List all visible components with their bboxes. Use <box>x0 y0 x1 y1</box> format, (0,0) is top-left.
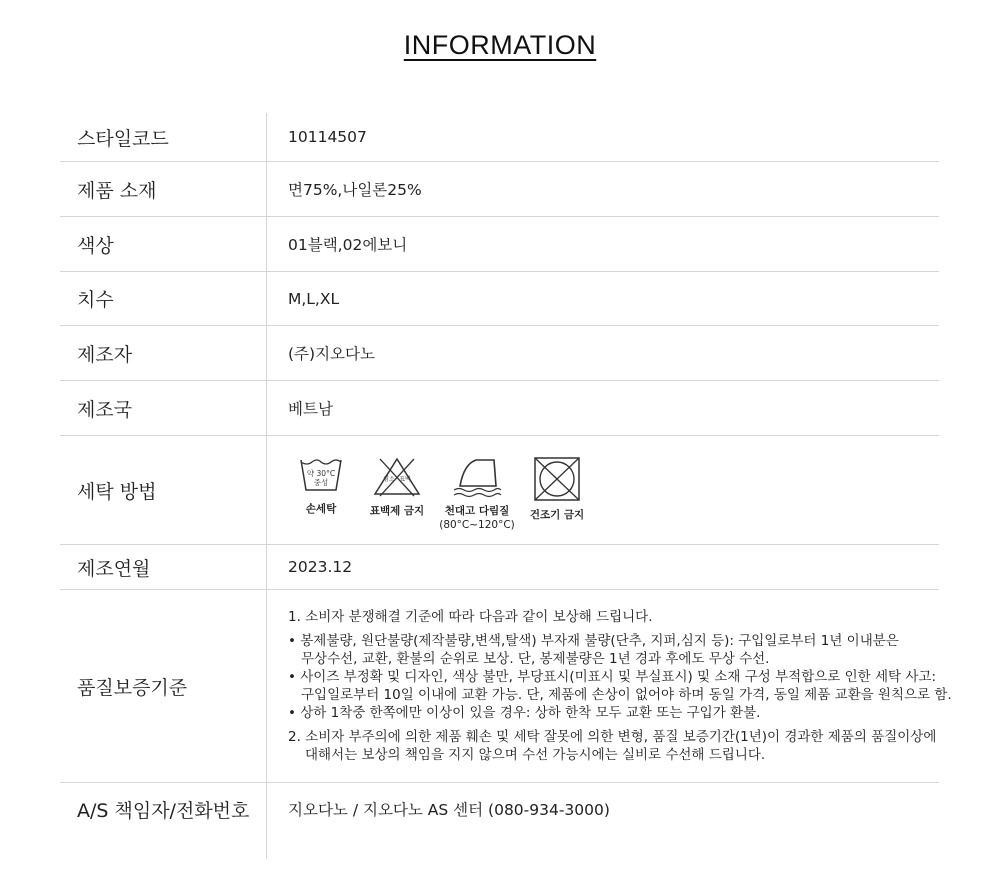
size-value: M,L,XL <box>288 289 340 308</box>
hand-wash-icon <box>298 456 344 496</box>
no-dryer-label: 건조기 금지 <box>529 509 585 521</box>
country-value: 베트남 <box>288 400 333 418</box>
row-size <box>60 272 939 326</box>
info-table <box>60 113 952 859</box>
quality-line-2: • 봉제불량, 원단불량(제작불량,변색,탈색) 부자재 불량(단추, 지퍼,심지 등): 구입일로부터 1년 이내분은 <box>288 633 899 649</box>
quality-line-1: 1. 소비자 분쟁해결 기준에 따라 다음과 같이 보상해 드립니다. <box>288 609 653 625</box>
row-wash <box>60 436 939 545</box>
no-bleach-icon <box>372 456 422 498</box>
date-label: 제조연월 <box>60 545 267 589</box>
no-tumble-dry-icon <box>533 456 581 502</box>
wash-item-iron <box>435 456 519 532</box>
row-maker <box>60 326 939 381</box>
svg-text:표백: 표백 <box>399 476 411 483</box>
country-label: 제조국 <box>60 381 267 435</box>
wash-item-hand-wash <box>283 456 359 516</box>
quality-line-8: 대해서는 보상의 책임을 지지 않으며 수선 가능시에는 실비로 수선해 드립니다. <box>305 747 766 763</box>
wash-item-no-dryer <box>519 456 595 522</box>
quality-line-4: • 사이즈 부정확 및 디자인, 색상 불만, 부당표시(미표시 및 부실표시) 및 소재 구성 부적합으로 인한 세탁 사고: <box>288 669 937 685</box>
hand-wash-label: 손세탁 <box>305 503 337 515</box>
row-material <box>60 162 939 217</box>
svg-text:약 30°C: 약 30°C <box>306 469 336 478</box>
iron-temp-label: (80°C~120°C) <box>439 519 515 531</box>
maker-value: (주)지오다노 <box>288 345 375 363</box>
svg-text:염소: 염소 <box>383 476 395 483</box>
row-style-code <box>60 113 939 162</box>
page-title-wrap <box>0 30 1000 61</box>
quality-text <box>267 590 952 782</box>
maker-label: 제조자 <box>60 326 267 380</box>
page-title: INFORMATION <box>403 30 597 60</box>
no-bleach-label: 표백제 금지 <box>369 505 425 517</box>
color-label: 색상 <box>60 217 267 271</box>
iron-label: 천대고 다림질 <box>444 505 510 517</box>
quality-line-3: 무상수선, 교환, 환불의 순위로 보상. 단, 봉제불량은 1년 경과 후에도 무상 수선. <box>301 651 770 667</box>
material-label: 제품 소재 <box>60 162 267 216</box>
wash-label: 세탁 방법 <box>60 436 267 544</box>
row-color <box>60 217 939 272</box>
wash-icons <box>267 436 939 544</box>
row-as <box>60 783 939 859</box>
quality-label: 품질보증기준 <box>60 590 267 782</box>
quality-line-7: 2. 소비자 부주의에 의한 제품 훼손 및 세탁 잘못에 의한 변형, 품질 보증기간(1년)이 경과한 제품의 품질이상에 <box>288 729 937 745</box>
style-code-value: 10114507 <box>288 128 367 146</box>
row-country <box>60 381 939 436</box>
quality-line-5: 구입일로부터 10일 이내에 교환 가능. 단, 제품에 손상이 없어야 하며 동일 가격, 동일 제품 교환을 원칙으로 함. <box>301 687 952 703</box>
row-date <box>60 545 939 590</box>
as-label: A/S 책임자/전화번호 <box>60 783 267 859</box>
date-value: 2023.12 <box>288 558 353 576</box>
wash-item-no-bleach <box>359 456 435 518</box>
iron-cloth-icon <box>452 456 502 498</box>
style-code-label: 스타일코드 <box>60 113 267 161</box>
quality-line-6: • 상하 1착중 한쪽에만 이상이 있을 경우: 상하 한착 모두 교환 또는 구입가 환불. <box>288 705 761 721</box>
row-quality <box>60 590 952 783</box>
material-value: 면75%,나일론25% <box>288 181 422 199</box>
as-value: 지오다노 / 지오다노 AS 센터 (080-934-3000) <box>288 801 610 819</box>
svg-text:중성: 중성 <box>313 478 329 487</box>
color-value: 01블랙,02에보니 <box>288 236 408 254</box>
size-label: 치수 <box>60 272 267 325</box>
